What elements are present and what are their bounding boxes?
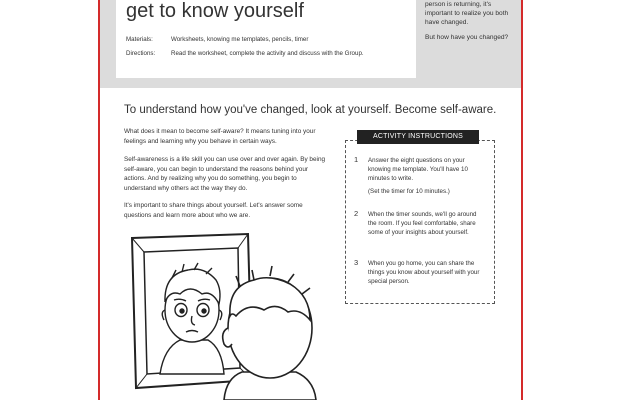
step-text-3: When you go home, you can share the things you know about yourself with your special person. [368, 260, 480, 285]
paragraph-share: It's important to share things about yourself. Let's answer some questions and learn more about who we are. [124, 202, 303, 219]
materials-value: Worksheets, knowing me templates, pencils, timer [171, 36, 309, 43]
step-text-2: When the timer sounds, we'll go around the room. If you feel comfortable, share some of your insights about yourself. [368, 211, 477, 236]
directions-value: Read the worksheet, complete the activity and discuss with the Group. [171, 50, 364, 57]
header-card [116, 0, 416, 78]
paragraph-life-skill: Self-awareness is a life skill you can use over and over again. By being self-aware, you can begin to understand the reasons behind your actions. And by realizing why you do something, you begin to understand why others act the way they do. [124, 156, 326, 192]
step-number-1: 1 [354, 155, 359, 164]
step-number-3: 3 [354, 258, 359, 267]
sidebar-note-text: person is returning, it's important to realize you both have changed. [425, 1, 509, 26]
paragraph-self-aware: What does it mean to become self-aware? It means tuning into your feelings and learning why you behave in certain ways. [124, 128, 316, 145]
sidebar-question: But how have you changed? [425, 34, 509, 41]
directions-label: Directions: [126, 50, 156, 57]
step-1-note: (Set the timer for 10 minutes.) [368, 188, 450, 195]
page-title: get to know yourself [126, 0, 304, 22]
mirror-illustration [120, 228, 320, 400]
section-headline: To understand how you've changed, look at yourself. Become self-aware. [124, 104, 497, 116]
materials-label: Materials: [126, 36, 153, 43]
worksheet-page [100, 0, 521, 400]
step-text-1 [368, 156, 486, 196]
step-1-main: Answer the eight questions on your knowing me template. You'll have 10 minutes to write. [368, 157, 468, 182]
page-border-right [521, 0, 523, 400]
sidebar-note [425, 0, 515, 42]
step-number-2: 2 [354, 209, 359, 218]
activity-instructions-heading: ACTIVITY INSTRUCTIONS [357, 130, 479, 144]
